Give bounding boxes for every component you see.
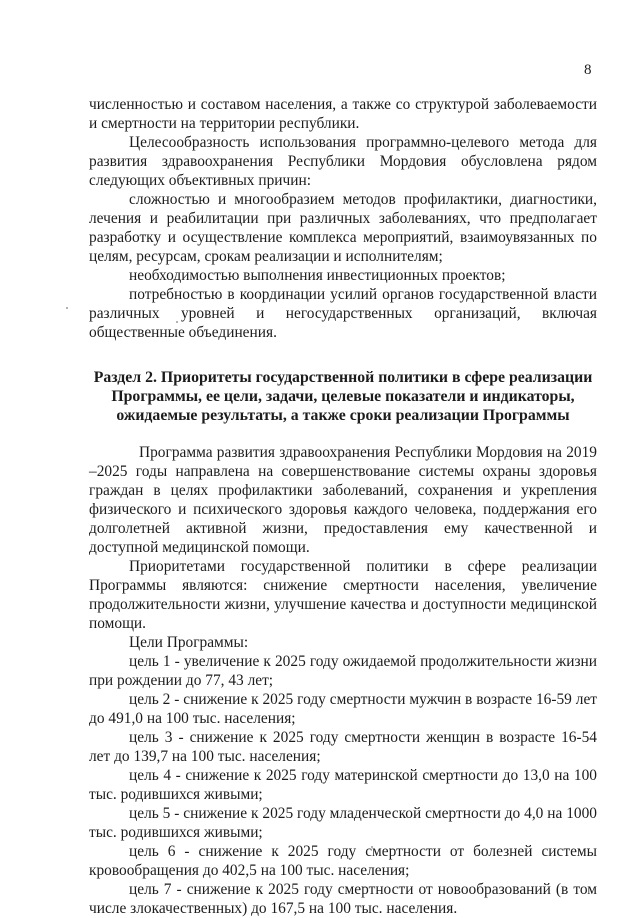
paragraph: Цели Программы: (129, 634, 249, 651)
paragraph: Программа развития здравоохранения Республики Мордовия на 2019 –2025 годы направлена на совершенствование системы охраны здоровья граждан в целях профилактики заболеваний, сохранения и укрепления физического и психического здоровья каждого человека, поддержания его долголетней активной жизни, предоставления ему качественной и доступной медицинской помощи. (89, 444, 597, 556)
scan-speck (66, 307, 68, 309)
paragraph: Целесообразность использования программно-целевого метода для развития здравоохранения Республики Мордовия обусловлена рядом следующих объективных причин: (89, 134, 597, 189)
paragraph: цель 5 - снижение к 2025 году младенческой смертности до 4,0 на 1000 тыс. родившихся живыми; (89, 805, 597, 841)
document-body (89, 95, 597, 918)
paragraph: цель 7 - снижение к 2025 году смертности от новообразований (в том числе злокачественных) до 167,5 на 100 тыс. населения. (89, 881, 597, 917)
section-title: Раздел 2. Приоритеты государственной политики в сфере реализации Программы, ее цели, задачи, целевые показатели и индикаторы, ожидаемые результаты, а также сроки реализации Программы (93, 369, 593, 424)
page-number: 8 (584, 62, 592, 78)
paragraphs-bottom (89, 443, 597, 918)
paragraph: потребностью в координации усилий органов государственной власти различных уровней и негосударственных организаций, включая общественные объединения. (89, 286, 597, 341)
paragraph: сложностью и многообразием методов профилактики, диагностики, лечения и реабилитации при различных заболеваниях, что предполагает разработку и осуществление комплекса мероприятий, взаимоувязанных по целям, ресурсам, срокам реализации и исполнителям; (89, 191, 597, 265)
paragraph: цель 1 - увеличение к 2025 году ожидаемой продолжительности жизни при рождении до 77, 43 лет; (89, 653, 597, 689)
paragraph: цель 4 - снижение к 2025 году материнской смертности до 13,0 на 100 тыс. родившихся живыми; (89, 767, 597, 803)
paragraph: Приоритетами государственной политики в сфере реализации Программы являются: снижение смертности населения, увеличение продолжительности жизни, улучшение качества и доступности медицинской помощи. (89, 558, 597, 632)
paragraph: цель 2 - снижение к 2025 году смертности мужчин в возрасте 16-59 лет до 491,0 на 100 тыс. населения; (89, 691, 597, 727)
paragraph: цель 6 - снижение к 2025 году смертности от болезней системы кровообращения до 402,5 на 100 тыс. населения; (89, 843, 597, 879)
paragraph: цель 3 - снижение к 2025 году смертности женщин в возрасте 16-54 лет до 139,7 на 100 тыс. населения; (89, 729, 597, 765)
paragraph: необходимостью выполнения инвестиционных проектов; (129, 267, 506, 284)
paragraphs-top (89, 95, 597, 342)
paragraph: численностью и составом населения, а также со структурой заболеваемости и смертности на территории республики. (89, 96, 597, 132)
